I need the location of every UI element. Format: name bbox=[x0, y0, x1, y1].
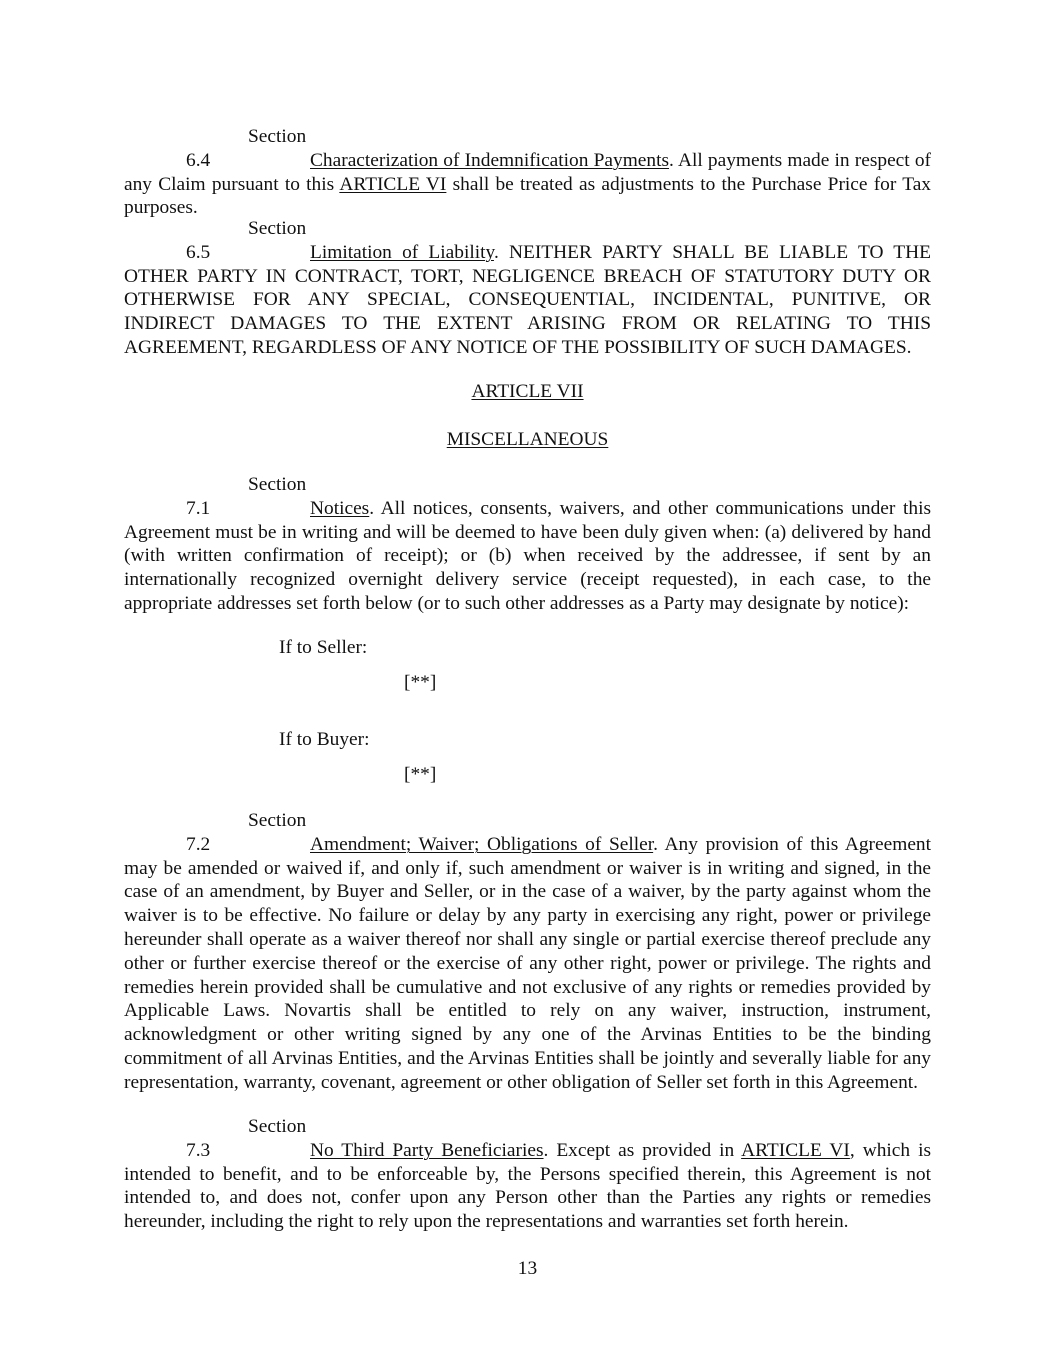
buyer-address: [**] bbox=[404, 764, 437, 785]
section-title: Notices bbox=[310, 497, 370, 519]
section-number: Section 6.4 bbox=[186, 126, 307, 171]
section-7-1 bbox=[124, 473, 931, 616]
article-reference: ARTICLE VI bbox=[741, 1139, 850, 1161]
section-text: , which is intended to benefit, and to be enforceable by, the Persons specified therein, this Agreement is not intended to, and does not, confer upon any Person other than the Parties any rights or remedies hereunder, including the right to rely upon the representations and warranties set forth herein. bbox=[124, 1139, 932, 1233]
section-text: . All payments made in respect of any Claim pursuant to this bbox=[124, 149, 931, 195]
page-number: 13 bbox=[517, 1258, 538, 1279]
section-6-5 bbox=[124, 217, 931, 360]
section-text: . Any provision of this Agreement may be amended or waived if, and only if, such amendment or waiver is in writing and signed, in the case of an amendment, by Buyer and Seller, or in the case of a waiver, by the party against whom the waiver is to be effective. No failure or delay by any party in exercising any right, power or privilege hereunder shall operate as a waiver thereof nor shall any single or partial exercise thereof preclude any other or further exercise thereof or the exercise of any other right, power or privilege. The rights and remedies herein provided shall be cumulative and not exclusive of any rights or remedies provided by Applicable Laws. Novartis shall be entitled to rely on any waiver, instruction, instrument, acknowledgment or other writing signed by any one of the Arvinas Entities to be the binding commitment of all Arvinas Entities, and the Arvinas Entities shall be jointly and severally liable for any representation, warranty, covenant, agreement or other obligation of Seller set forth in this Agreement. bbox=[124, 833, 932, 1093]
section-text: . NEITHER PARTY SHALL BE LIABLE TO THE OTHER PARTY IN CONTRACT, TORT, NEGLIGENCE BREACH OF STATUTORY DUTY OR OTHERWISE FOR ANY SPECIAL, CONSEQUENTIAL, INCIDENTAL, PUNITIVE, OR INDIRECT DAMAGES TO THE EXTENT ARISING FROM OR RELATING TO THIS AGREEMENT, REGARDLESS OF ANY NOTICE OF THE POSSIBILITY OF SUCH DAMAGES. bbox=[124, 241, 931, 358]
section-text: . Except as provided in bbox=[543, 1139, 742, 1161]
section-title: Amendment; Waiver; Obligations of Seller bbox=[310, 833, 654, 855]
section-title: No Third Party Beneficiaries bbox=[310, 1139, 544, 1161]
section-6-4 bbox=[124, 125, 931, 220]
seller-address: [**] bbox=[404, 672, 437, 693]
section-number: Section 6.5 bbox=[186, 218, 307, 263]
section-text: shall be treated as adjustments to the Purchase Price for Tax purposes. bbox=[124, 173, 932, 219]
section-7-2 bbox=[124, 809, 931, 1095]
section-number: Section 7.2 bbox=[186, 810, 307, 855]
seller-label: If to Seller: bbox=[279, 637, 368, 658]
section-number: Section 7.1 bbox=[186, 474, 307, 519]
article-heading: ARTICLE VII bbox=[471, 381, 584, 402]
section-7-3 bbox=[124, 1115, 931, 1234]
article-reference: ARTICLE VI bbox=[339, 173, 447, 195]
buyer-label: If to Buyer: bbox=[279, 729, 370, 750]
article-title: MISCELLANEOUS bbox=[446, 429, 609, 450]
section-title: Characterization of Indemnification Payments bbox=[310, 149, 670, 171]
section-number: Section 7.3 bbox=[186, 1116, 307, 1161]
section-text: . All notices, consents, waivers, and other communications under this Agreement must be in writing and will be deemed to have been duly given when: (a) delivered by hand (with written confirmation of receipt); or (b) when received by the addressee, if sent by an internationally recognized overnight delivery service (receipt requested), in each case, to the appropriate addresses set forth below (or to such other addresses as a Party may designate by notice): bbox=[124, 497, 931, 614]
section-title: Limitation of Liability bbox=[310, 241, 494, 263]
